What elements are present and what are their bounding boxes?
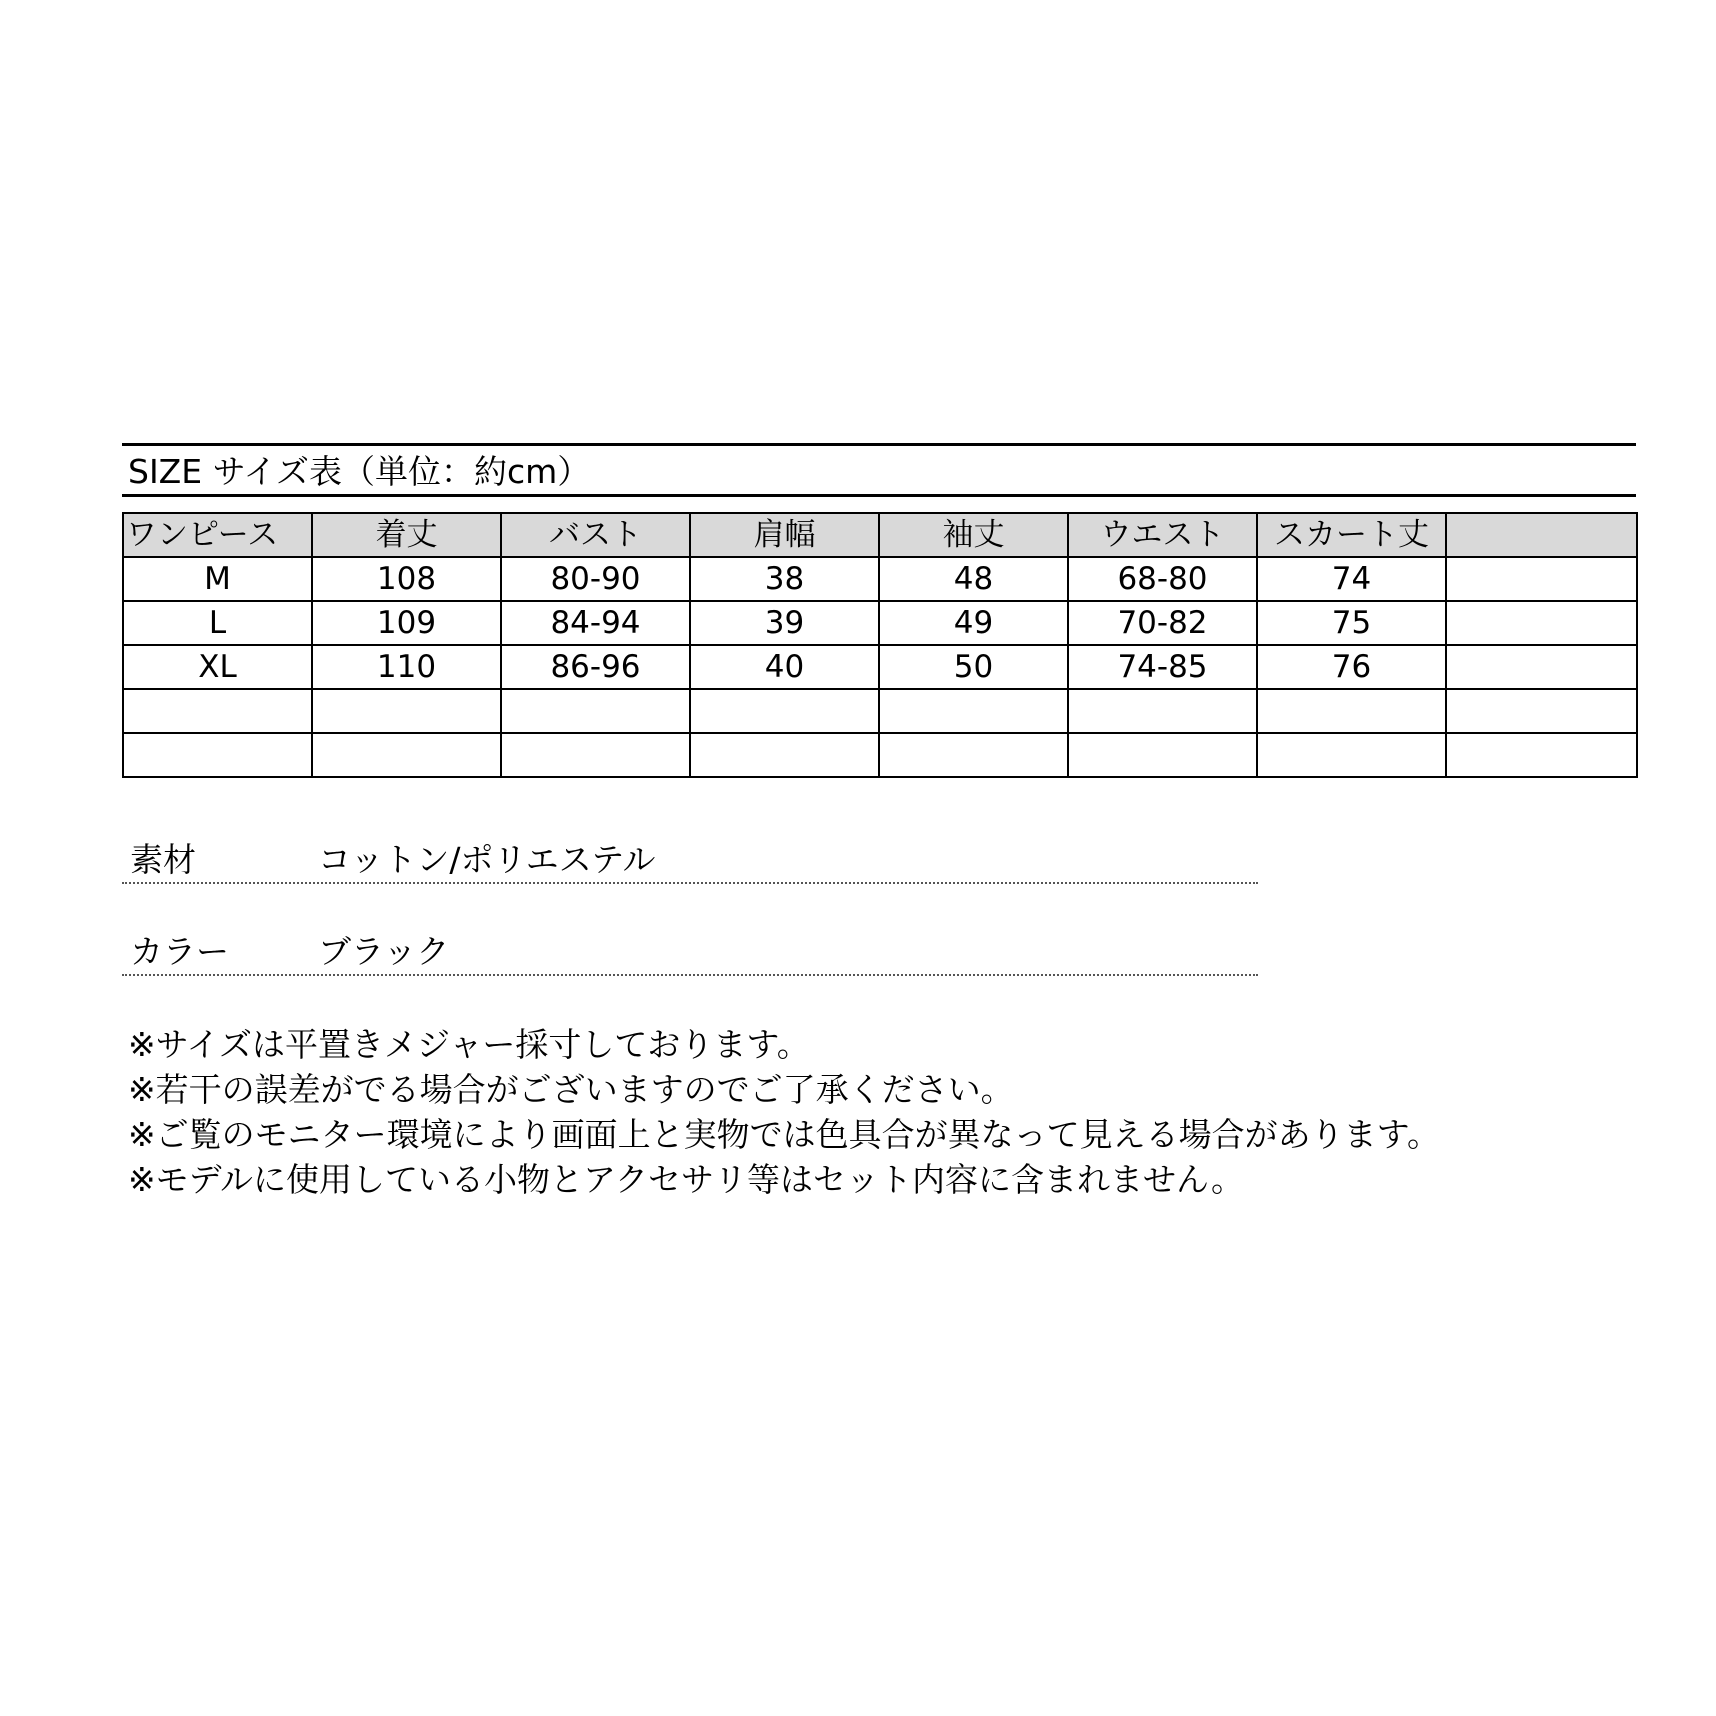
table-cell: 110: [312, 645, 501, 689]
header-cell-waist: ウエスト: [1068, 513, 1257, 557]
table-cell: XL: [123, 645, 312, 689]
table-cell: [123, 689, 312, 733]
table-cell: [690, 689, 879, 733]
table-cell: [690, 733, 879, 777]
table-cell: [1446, 733, 1637, 777]
table-cell: 48: [879, 557, 1068, 601]
table-cell: 50: [879, 645, 1068, 689]
table-cell: [312, 733, 501, 777]
note-item: ※サイズは平置きメジャー採寸しております。: [128, 1025, 810, 1064]
table-cell: 74: [1257, 557, 1446, 601]
table-cell: M: [123, 557, 312, 601]
table-cell: [1446, 557, 1637, 601]
table-cell: [879, 733, 1068, 777]
header-cell-item: ワンピース: [123, 513, 312, 557]
color-value: ブラック: [318, 932, 450, 971]
table-cell: 108: [312, 557, 501, 601]
title-top-rule: [122, 443, 1636, 446]
table-row: [123, 645, 1637, 689]
note-item: ※若干の誤差がでる場合がございますのでご了承ください。: [128, 1070, 1014, 1109]
table-cell: [879, 689, 1068, 733]
header-cell-bust: バスト: [501, 513, 690, 557]
color-label: カラー: [130, 932, 229, 971]
table-row: [123, 601, 1637, 645]
header-cell-skirt-length: スカート丈: [1257, 513, 1446, 557]
table-cell: [1446, 645, 1637, 689]
table-cell: 109: [312, 601, 501, 645]
title-bottom-rule: [122, 494, 1636, 497]
material-value: コットン/ポリエステル: [318, 840, 656, 879]
table-cell: 80-90: [501, 557, 690, 601]
header-cell-empty: [1446, 513, 1637, 557]
table-cell: 75: [1257, 601, 1446, 645]
table-cell: 86-96: [501, 645, 690, 689]
table-row: [123, 689, 1637, 733]
table-cell: [312, 689, 501, 733]
table-row: [123, 733, 1637, 777]
header-cell-length: 着丈: [312, 513, 501, 557]
material-label: 素材: [130, 840, 196, 879]
header-cell-shoulder: 肩幅: [690, 513, 879, 557]
table-cell: 68-80: [1068, 557, 1257, 601]
table-cell: [501, 689, 690, 733]
table-cell: [1257, 733, 1446, 777]
table-cell: [1068, 689, 1257, 733]
table-cell: L: [123, 601, 312, 645]
table-cell: 39: [690, 601, 879, 645]
table-cell: 70-82: [1068, 601, 1257, 645]
table-cell: [1446, 601, 1637, 645]
table-cell: [1446, 689, 1637, 733]
table-cell: 76: [1257, 645, 1446, 689]
header-cell-sleeve: 袖丈: [879, 513, 1068, 557]
note-item: ※ご覧のモニター環境により画面上と実物では色具合が異なって見える場合があります。: [128, 1115, 1441, 1154]
notes-list: [128, 1022, 1688, 1202]
table-cell: 74-85: [1068, 645, 1257, 689]
table-cell: [123, 733, 312, 777]
size-table: [122, 512, 1638, 778]
table-cell: 49: [879, 601, 1068, 645]
table-cell: [1068, 733, 1257, 777]
color-row: [122, 930, 1258, 976]
table-row: [123, 557, 1637, 601]
material-row: [122, 838, 1258, 884]
table-cell: 38: [690, 557, 879, 601]
table-header-row: [123, 513, 1637, 557]
table-cell: [501, 733, 690, 777]
note-item: ※モデルに使用している小物とアクセサリ等はセット内容に含まれません。: [128, 1160, 1244, 1199]
size-table-title: SIZE サイズ表（単位：約cm）: [128, 452, 591, 491]
table-cell: 84-94: [501, 601, 690, 645]
table-cell: 40: [690, 645, 879, 689]
table-cell: [1257, 689, 1446, 733]
